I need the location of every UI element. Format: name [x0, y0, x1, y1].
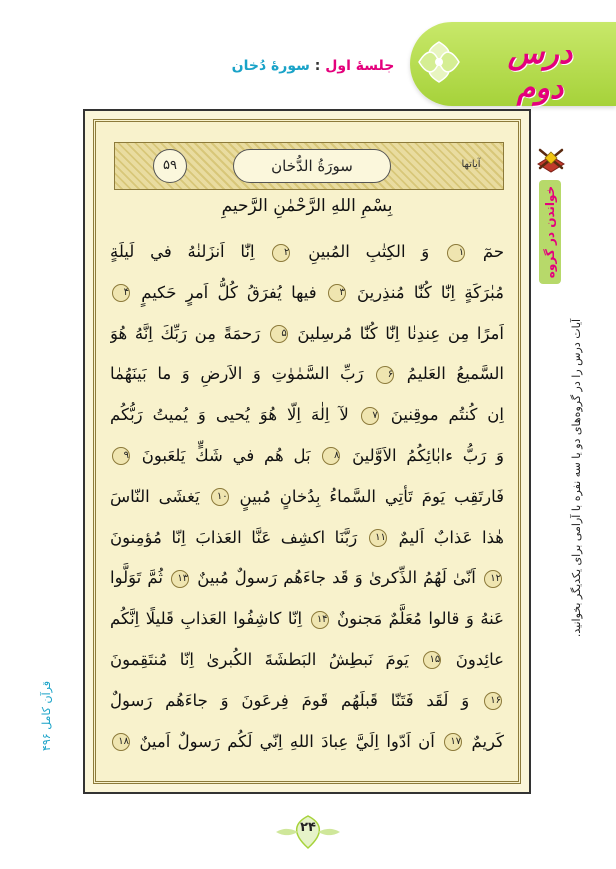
page-number: ۲۴ — [300, 820, 316, 835]
verse-text: لآ اِلٰهَ اِلّا هُوَ يُحيى وَ يُميتُ رَبُّكُم — [110, 405, 349, 425]
ayah-marker: ۸ — [322, 447, 340, 465]
side-label: خواندن در گروه — [543, 185, 557, 279]
lesson-title: درس دوم — [507, 36, 573, 106]
margin-reference: قرآن کامل ۴۹۶ — [40, 681, 53, 752]
ayah-marker: ۱۱ — [369, 529, 387, 547]
ayah-marker: ۳ — [328, 284, 346, 302]
ayah-marker: ۹ — [112, 447, 130, 465]
verse-line — [110, 395, 504, 436]
ayah-marker: ۶ — [376, 366, 394, 384]
verse-text: رَبِّ السَّمٰوٰتِ وَ الاَرضِ وَ ما بَينَهُمٰا — [110, 364, 364, 384]
ayah-marker: ۱۵ — [423, 651, 441, 669]
ayah-marker: ۱۴ — [311, 611, 329, 629]
verse-line — [110, 314, 504, 355]
basmala: بِسْمِ اللهِ الرَّحْمٰنِ الرَّحيمِ — [221, 196, 393, 216]
ayah-marker: ۱۲ — [484, 570, 502, 588]
ayah-marker: ۷ — [361, 407, 379, 425]
verse-text: اَمرًا مِن عِندِنٰا اِنّٰا كُنّٰا مُرسِلينَ — [297, 323, 504, 343]
ayah-marker: ۲ — [272, 244, 290, 262]
ayah-marker: ۱۶ — [484, 692, 502, 710]
verse-line — [110, 681, 504, 722]
verse-text: عَنهُ وَ قالوا مُعَلَّمٌ مَجنونٌ — [337, 609, 504, 629]
verse-text: هٰذا عَذابٌ اَليمٌ — [398, 527, 504, 547]
verse-text: حمٓ — [482, 242, 504, 261]
quran-page-inner — [93, 119, 521, 784]
verse-text: مُبٰرَكَةٍ اِنّٰا كُنّٰا مُنذِرينَ — [357, 282, 504, 302]
surah-banner — [114, 142, 504, 190]
ayah-marker: ۱۳ — [171, 570, 189, 588]
verse-line — [110, 640, 504, 681]
verse-text: رَحمَةً مِن رَبِّكَ اِنَّهُ هُوَ — [110, 323, 261, 343]
verse-line — [110, 518, 504, 559]
verse-text: اَنّىٰ لَهُمُ الذِّكرىٰ وَ قَد جاءَهُم رَسولٌ مُبينٌ — [197, 568, 476, 588]
verse-text: رَبَّنَا اكشِف عَنَّا العَذابَ اِنّا مُؤمِنونَ — [110, 527, 358, 547]
quran-page-frame — [83, 109, 531, 794]
verse-text: اِن كُنتُم موقِنينَ — [390, 405, 504, 425]
ayat-label: آیاتها — [461, 159, 481, 170]
verse-text: بَل هُم في شَكٍّ يَلعَبونَ — [141, 445, 311, 465]
verse-line — [110, 722, 504, 763]
session-colon: : — [314, 58, 321, 74]
ayah-marker: ۱۷ — [444, 733, 462, 751]
verse-text: وَ رَبُّ ءابٰائِكُمُ الاَوَّلينَ — [352, 445, 504, 465]
verse-line — [110, 354, 504, 395]
session-surah: سورهٔ دُخان — [231, 58, 310, 74]
verse-line — [110, 273, 504, 314]
verse-text: وَ لَقَد فَتَنّا قَبلَهُم قَومَ فِرعَونَ وَ جاءَهُم رَسولٌ — [110, 690, 470, 710]
verse-text: وَ الكِتٰبِ المُبينِ — [308, 242, 430, 261]
ayah-marker: ۵ — [270, 325, 288, 343]
verse-text: السَّميعُ العَليمُ — [406, 364, 504, 384]
verse-text: فَارتَقِب يَومَ تَأتِي السَّماءُ بِدُخانٍ مُبينٍ — [239, 486, 504, 506]
session-title — [215, 58, 411, 82]
verse-text: اَن اَدّوا اِلَيَّ عِبادَ اللهِ اِنّي لَكُم رَسولٌ اَمينٌ — [139, 731, 435, 751]
arabesque-ornament-icon — [415, 38, 463, 86]
verse-text: يَغشَى النّاسَ — [110, 486, 200, 506]
surah-name: سورَةُ الدُّخان — [233, 149, 391, 183]
quran-book-icon — [534, 142, 568, 176]
verse-line — [110, 477, 504, 518]
verse-text: فيها يُفرَقُ كُلُّ اَمرٍ حَكيمٍ — [141, 282, 317, 302]
ayah-marker: ۱۰ — [211, 488, 229, 506]
ayah-marker: ۴ — [112, 284, 130, 302]
verse-text: ثُمَّ تَوَلَّوا — [110, 568, 163, 588]
verse-text: اِنّا كاشِفُوا العَذابِ قَليلًا اِنَّكُم — [110, 609, 303, 629]
session-label: جلسهٔ اول — [325, 58, 395, 74]
verse-line — [110, 232, 504, 273]
ayat-count: ۵۹ — [153, 149, 187, 183]
verse-text: عائِدونَ — [455, 649, 504, 669]
verse-line — [110, 436, 504, 477]
verses-block — [110, 232, 504, 762]
verse-text: يَومَ نَبطِشُ البَطشَةَ الكُبرىٰ اِنّا مُنتَقِمونَ — [110, 649, 409, 669]
verse-text: كَريمٌ — [471, 731, 504, 751]
ayah-marker: ۱ — [447, 244, 465, 262]
ayah-marker: ۱۸ — [112, 733, 130, 751]
verse-line — [110, 558, 504, 599]
verse-line — [110, 599, 504, 640]
side-instruction: آیات درس را در گروه‌های دو یا سه نفره با آرامی برای یکدیگر بخوانید. — [570, 318, 583, 638]
verse-text: اِنّٰا اَنزَلنٰهُ في لَيلَةٍ — [110, 242, 255, 261]
